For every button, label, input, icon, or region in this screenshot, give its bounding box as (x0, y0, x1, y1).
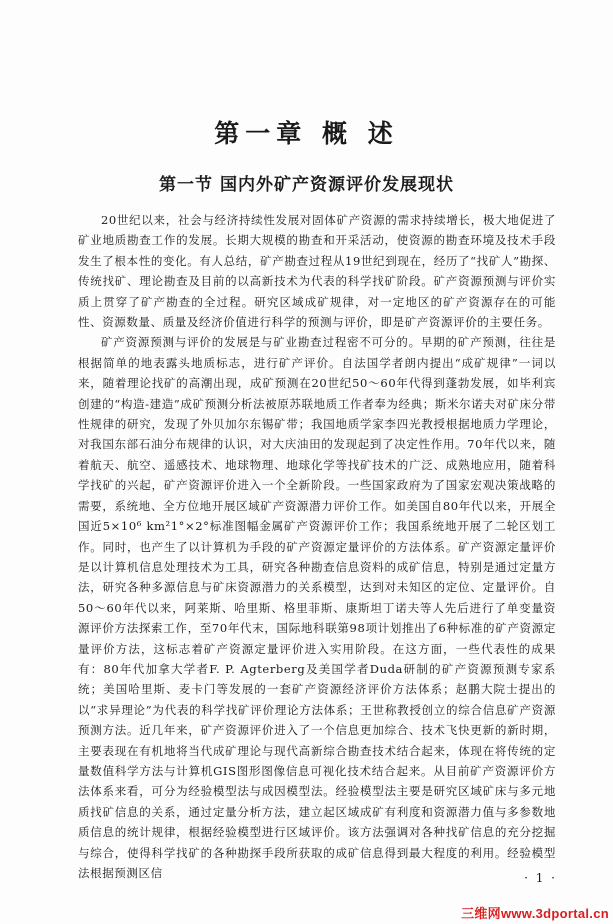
body-text (78, 210, 556, 883)
chapter-title: 第一章 概 述 (214, 119, 399, 148)
watermark-link[interactable]: 三维网www.3dportal.cn (461, 906, 609, 921)
section-title: 第一节 国内外矿产资源评价发展现状 (159, 175, 454, 195)
paragraph-1: 20世纪以来，社会与经济持续性发展对固体矿产资源的需求持续增长，极大地促进了矿业地质勘查工作的发展。长期大规模的勘查和开采活动，使资源的勘查环境及技术手段发生了根本性的变化。有人总结，矿产勘查过程从19世纪到现在，经历了“找矿人”勘探、传统找矿、理论勘查及目前的以高新技术为代表的科学找矿阶段。矿产资源预测与评价实质上贯穿了矿产勘查的全过程。研究区域成矿规律，对一定地区的矿产资源存在的可能性、资源数量、质量及经济价值进行科学的预测与评价，即是矿产资源评价的主要任务。 (78, 213, 556, 330)
paragraph-2: 矿产资源预测与评价的发展是与矿业勘查过程密不可分的。早期的矿产预测，往往是根据简单的地表露头地质标志，进行矿产评价。自法国学者朗内提出“成矿规律”一词以来，随着理论找矿的高潮出现，成矿预测在20世纪50～60年代得到蓬勃发展，如毕利宾创建的“构造-建造”成矿预测分析法被原苏联地质工作者奉为经典；斯米尔诺夫对矿床分带性规律的研究，发现了外贝加尔东锡矿带；我国地质学家李四光教授根据地质力学理论，对我国东部石油分布规律的认识，对大庆油田的发现起到了决定性作用。70年代以来，随着航天、航空、遥感技术、地球物理、地球化学等找矿技术的广泛、成熟地应用，随着科学找矿的兴起，矿产资源评价进入一个全新阶段。一些国家政府为了国家宏观决策战略的需要，系统地、全方位地开展区域矿产资源潜力评价工作。如美国自80年代以来，开展全国近5×10⁶ km²1°×2°标准图幅金属矿产资源评价工作；我国系统地开展了二轮区划工作。同时，也产生了以计算机为手段的矿产资源定量评价的方法体系。矿产资源定量评价是以计算机信息处理技术为工具，研究各种勘查信息资料的成矿信息，特别是通过定量方法，研究各种多源信息与矿床资源潜力的关系模型，达到对未知区的定位、定量评价。自50～60年代以来，阿莱斯、哈里斯、格里菲斯、康斯坦丁诺夫等人先后进行了单变量资源评价方法探索工作，至70年代末，国际地科联第98项计划推出了6种标准的矿产资源定量评价方法，这标志着矿产资源定量评价进入实用阶段。在这方面，一些代表性的成果有：80年代加拿大学者F. P. Agterberg及美国学者Duda研制的矿产资源预测专家系统；美国哈里斯、麦卡门等发展的一套矿产资源经济评价方法体系；赵鹏大院士提出的以“求异理论”为代表的科学找矿评价理论方法体系；王世称教授创立的综合信息矿产资源预测方法。近几年来，矿产资源评价进入了一个信息更加综合、技术飞快更新的新时期，主要表现在有机地将当代成矿理论与现代高新综合勘查技术结合起来，体现在将传统的定量数值科学方法与计算机GIS图形图像信息可视化技术结合起来。从目前矿产资源评价方法体系来看，可分为经验模型法与成因模型法。经验模型法主要是研究区域矿床与多元地质找矿信息的关系，通过定量分析方法，建立起区域成矿有利度和资源潜力值与多参数地质信息的统计规律，根据经验模型进行区域评价。该方法强调对各种找矿信息的充分挖掘与综合，使得科学找矿的各种勘探手段所获取的成矿信息得到最大程度的利用。经验模型法根据预测区信 (78, 335, 556, 880)
page-number: · 1 · (524, 871, 557, 885)
